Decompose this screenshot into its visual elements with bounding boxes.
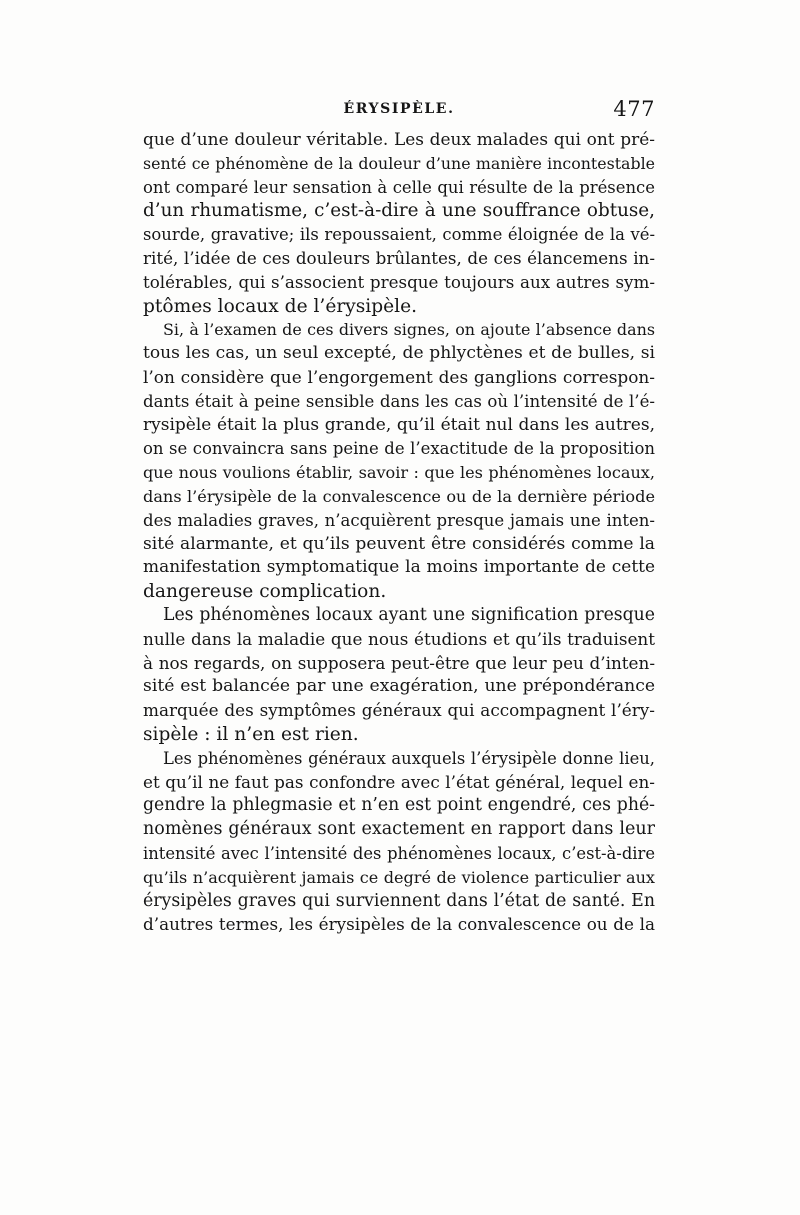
- paragraph-1: [143, 128, 655, 318]
- text-line: que d’une douleur véritable. Les deux malades qui ont pré-: [143, 129, 655, 149]
- text-line: l’on considère que l’engorgement des ganglions correspon-: [143, 366, 655, 387]
- running-title: ÉRYSIPÈLE.: [343, 101, 455, 117]
- text-line: gendre la phlegmasie et n’en est point engendré, ces phé-: [143, 795, 655, 816]
- text-line: senté ce phénomène de la douleur d’une manière incontestable: [143, 153, 655, 173]
- text-line: qu’ils n’acquièrent jamais ce degré de violence particulier aux: [143, 867, 655, 887]
- text-line: tolérables, qui s’associent presque toujours aux autres sym-: [143, 271, 655, 292]
- text-line: Si, à l’examen de ces divers signes, on ajoute l’absence dans: [163, 320, 655, 340]
- text-line: dangereuse complication.: [143, 581, 387, 603]
- text-line: marquée des symptômes généraux qui accompagnent l’éry-: [143, 700, 655, 721]
- text-line: manifestation symptomatique la moins importante de cette: [143, 557, 655, 578]
- text-line: d’un rhumatisme, c’est-à-dire à une souffrance obtuse,: [143, 200, 655, 222]
- text-line: dans l’érysipèle de la convalescence ou de la dernière période: [143, 486, 655, 506]
- text-line: sité est balancée par une exagération, une prépondérance: [143, 676, 655, 697]
- text-line: sité alarmante, et qu’ils peuvent être considérés comme la: [143, 533, 655, 554]
- paragraph-4: [143, 747, 655, 937]
- text-line: ptômes locaux de l’érysipèle.: [143, 295, 417, 317]
- text-line: que nous voulions établir, savoir : que les phénomènes locaux,: [143, 463, 655, 483]
- text-line: d’autres termes, les érysipèles de la convalescence ou de la: [143, 914, 655, 935]
- text-line: rité, l’idée de ces douleurs brûlantes, de ces élancemens in-: [143, 247, 655, 268]
- text-line: intensité avec l’intensité des phénomènes locaux, c’est-à-dire: [143, 843, 655, 863]
- text-line: Les phénomènes généraux auxquels l’érysipèle donne lieu,: [163, 748, 655, 768]
- text-line: sipèle : il n’en est rien.: [143, 723, 359, 745]
- text-line: Les phénomènes locaux ayant une signification presque: [163, 604, 655, 625]
- body-text: [143, 128, 655, 937]
- text-line: nomènes généraux sont exactement en rapport dans leur: [143, 819, 655, 840]
- text-line: nulle dans la maladie que nous étudions et qu’ils traduisent: [143, 628, 655, 649]
- text-line: à nos regards, on supposera peut-être que leur peu d’inten-: [143, 652, 655, 673]
- text-line: rysipèle était la plus grande, qu’il était nul dans les autres,: [143, 414, 655, 435]
- text-line: érysipèles graves qui surviennent dans l’état de santé. En: [143, 890, 655, 911]
- text-line: tous les cas, un seul excepté, de phlyctènes et de bulles, si: [143, 343, 655, 364]
- text-line: dants était à peine sensible dans les cas où l’intensité de l’é-: [143, 391, 655, 411]
- text-line: ont comparé leur sensation à celle qui résulte de la présence: [143, 177, 655, 197]
- text-line: et qu’il ne faut pas confondre avec l’état général, lequel en-: [143, 771, 655, 792]
- text-line: sourde, gravative; ils repoussaient, comme éloignée de la vé-: [143, 225, 655, 245]
- text-line: des maladies graves, n’acquièrent presque jamais une inten-: [143, 510, 655, 530]
- text-line: on se convaincra sans peine de l’exactitude de la proposition: [143, 439, 655, 459]
- page-number: 477: [613, 97, 655, 121]
- paragraph-2: [143, 318, 655, 604]
- running-head: [143, 98, 655, 124]
- paragraph-3: [143, 604, 655, 747]
